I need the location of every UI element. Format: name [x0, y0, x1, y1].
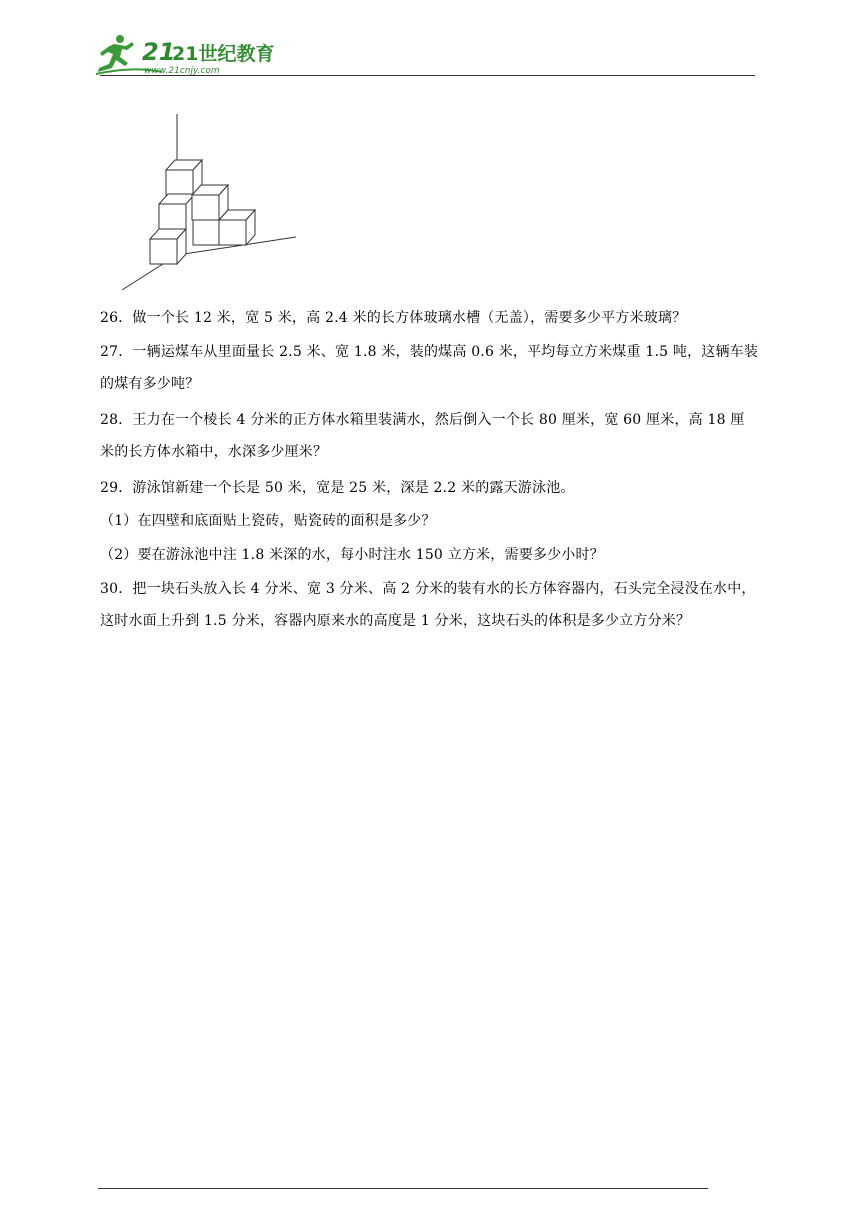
logo-url: www.21cnjy.com [144, 66, 220, 76]
question-line: （1）在四壁和底面贴上瓷砖，贴瓷砖的面积是多少？ [100, 513, 436, 529]
footer-rule [98, 1188, 708, 1189]
question-29-part-1 [100, 511, 765, 531]
question-line: 26．做一个长 12 米，宽 5 米，高 2.4 米的长方体玻璃水槽（无盖），需要多少平方米玻璃？ [100, 310, 687, 326]
header-rule [100, 75, 755, 76]
question-line: 27．一辆运煤车从里面量长 2.5 米、宽 1.8 米，装的煤高 0.6 米，平均每立方米煤重 1.5 吨，这辆车装 [100, 344, 759, 360]
svg-text:21: 21 [142, 38, 176, 66]
cube-stack-figure [118, 112, 303, 294]
logo-icon [92, 30, 275, 78]
logo-text: 21世纪教育 [172, 43, 275, 65]
question-30 [100, 579, 765, 631]
page-header [92, 30, 756, 80]
question-line: 这时水面上升到 1.5 分米，容器内原来水的高度是 1 分米，这块石头的体积是多少立方分米？ [100, 613, 691, 629]
question-line: 28．王力在一个棱长 4 分米的正方体水箱里装满水，然后倒入一个长 80 厘米，宽 60 厘米，高 18 厘 [100, 412, 745, 428]
question-line: 30．把一块石头放入长 4 分米、宽 3 分米、高 2 分米的装有水的长方体容器内，石头完全浸没在水中， [100, 581, 756, 597]
question-26 [100, 308, 765, 328]
question-line: 米的长方体水箱中，水深多少厘米？ [100, 444, 328, 460]
question-29-part-2 [100, 545, 765, 565]
question-line: 的煤有多少吨？ [100, 376, 200, 392]
question-line: （2）要在游泳池中注 1.8 米深的水，每小时注水 150 立方米，需要多少小时？ [100, 547, 604, 563]
question-28 [100, 410, 765, 462]
question-29 [100, 478, 765, 498]
question-27 [100, 342, 765, 394]
question-line: 29．游泳馆新建一个长是 50 米，宽是 25 米，深是 2.2 米的露天游泳池。 [100, 480, 575, 496]
